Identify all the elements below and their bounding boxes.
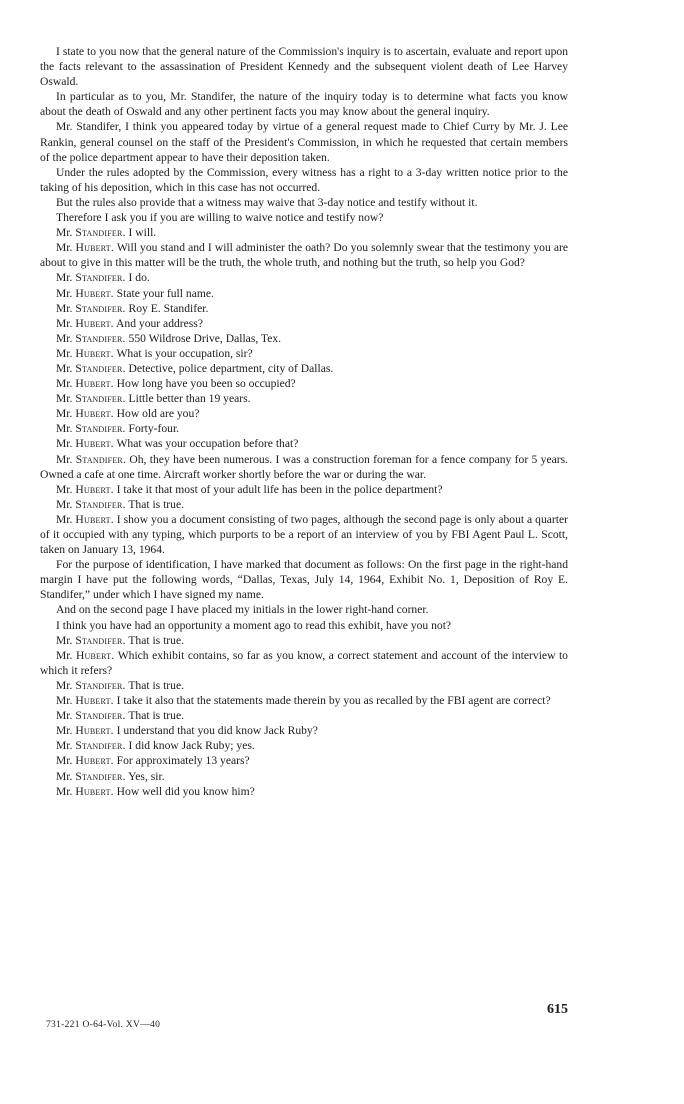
speaker-prefix: Mr.: [56, 648, 73, 662]
paragraph-text: I show you a document consisting of two pages, although the second page is only about a quarter of it occupied with any typing, which purports to be a report of an interview of you by FBI Agent Paul L. Scott, taken on January 13, 1964.: [40, 512, 568, 557]
paragraph-text: And on the second page I have placed my initials in the lower right-hand corner.: [56, 603, 429, 617]
speaker-prefix: Mr.: [56, 422, 73, 436]
statement-paragraph: [40, 44, 568, 89]
dialogue-line: [40, 769, 568, 784]
speaker-prefix: Mr.: [56, 437, 73, 451]
speaker-prefix: Mr.: [56, 286, 73, 300]
dialogue-line: [40, 784, 568, 799]
speaker-prefix: Mr.: [56, 678, 73, 692]
speaker-prefix: Mr.: [56, 739, 73, 753]
dialogue-line: [40, 512, 568, 557]
paragraph-text: I did know Jack Ruby; yes.: [128, 739, 255, 753]
speaker-name: Standifer.: [75, 422, 126, 436]
statement-paragraph: [40, 602, 568, 617]
paragraph-text: What was your occupation before that?: [116, 437, 299, 451]
paragraph-text: I take it also that the statements made therein by you as recalled by the FBI agent are correct?: [116, 694, 551, 708]
paragraph-text: I do.: [128, 271, 150, 285]
page-footer: [40, 1002, 568, 1030]
paragraph-text: But the rules also provide that a witness may waive that 3-day notice and testify without it.: [56, 195, 478, 209]
paragraph-text: And your address?: [116, 316, 203, 330]
speaker-name: Hubert.: [75, 346, 114, 360]
dialogue-line: [40, 376, 568, 391]
dialogue-line: [40, 678, 568, 693]
statement-paragraph: [40, 557, 568, 602]
speaker-prefix: Mr.: [56, 316, 73, 330]
page-number: 615: [547, 1002, 568, 1017]
paragraph-text: I think you have had an opportunity a moment ago to read this exhibit, have you not?: [56, 618, 452, 632]
paragraph-text: For the purpose of identification, I have marked that document as follows: On the first page in the right-hand margin I have put the following words, “Dallas, Texas, July 14, 1964, Exhibit No. 1, Deposition of Roy E. Standifer,” under which I have signed my name.: [40, 558, 568, 602]
speaker-prefix: Mr.: [56, 331, 73, 345]
dialogue-line: [40, 633, 568, 648]
speaker-prefix: Mr.: [56, 241, 73, 255]
dialogue-line: [40, 738, 568, 753]
paragraph-text: That is true.: [128, 709, 185, 723]
speaker-name: Hubert.: [75, 286, 114, 300]
speaker-name: Hubert.: [75, 648, 115, 662]
speaker-name: Standifer.: [75, 497, 126, 511]
speaker-prefix: Mr.: [56, 784, 73, 798]
paragraph-text: Therefore I ask you if you are willing to waive notice and testify now?: [56, 211, 384, 225]
speaker-prefix: Mr.: [56, 769, 73, 783]
dialogue-line: [40, 301, 568, 316]
print-code: 731-221 O-64-Vol. XV—40: [46, 1020, 161, 1030]
speaker-prefix: Mr.: [56, 226, 73, 240]
speaker-name: Hubert.: [75, 724, 114, 738]
dialogue-line: [40, 708, 568, 723]
dialogue-line: [40, 240, 568, 270]
speaker-prefix: Mr.: [56, 724, 73, 738]
dialogue-line: [40, 723, 568, 738]
speaker-prefix: Mr.: [56, 633, 73, 647]
paragraph-text: For approximately 13 years?: [116, 754, 250, 768]
speaker-prefix: Mr.: [56, 512, 73, 526]
speaker-prefix: Mr.: [56, 301, 73, 315]
speaker-name: Hubert.: [75, 754, 114, 768]
paragraph-text: I take it that most of your adult life has been in the police department?: [116, 482, 443, 496]
paragraph-text: How well did you know him?: [116, 784, 255, 798]
dialogue-line: [40, 286, 568, 301]
paragraph-text: In particular as to you, Mr. Standifer, the nature of the inquiry today is to determine what facts you know about the death of Oswald and any other pertinent facts you may know about the general inquiry.: [40, 90, 568, 119]
paragraph-text: Under the rules adopted by the Commission, every witness has a right to a 3-day written notice prior to the taking of his deposition, which in this case has not occurred.: [40, 165, 568, 194]
paragraph-text: That is true.: [128, 678, 185, 692]
paragraph-text: Yes, sir.: [128, 769, 165, 783]
paragraph-text: Forty-four.: [128, 422, 180, 436]
speaker-name: Hubert.: [75, 512, 114, 526]
speaker-name: Standifer.: [75, 271, 126, 285]
dialogue-line: [40, 436, 568, 451]
dialogue-line: [40, 452, 568, 482]
speaker-prefix: Mr.: [56, 452, 73, 466]
speaker-name: Hubert.: [75, 694, 114, 708]
speaker-prefix: Mr.: [56, 407, 73, 421]
statement-paragraph: [40, 89, 568, 119]
statement-paragraph: [40, 165, 568, 195]
speaker-name: Hubert.: [75, 784, 114, 798]
dialogue-line: [40, 346, 568, 361]
speaker-name: Standifer.: [75, 361, 126, 375]
statement-paragraph: [40, 618, 568, 633]
paragraph-text: That is true.: [128, 633, 185, 647]
paragraph-text: I understand that you did know Jack Ruby?: [116, 724, 318, 738]
speaker-name: Hubert.: [75, 482, 114, 496]
dialogue-line: [40, 391, 568, 406]
dialogue-line: [40, 361, 568, 376]
statement-paragraph: [40, 119, 568, 164]
paragraph-text: Mr. Standifer, I think you appeared today by virtue of a general request made to Chief Curry by Mr. J. Lee Rankin, general counsel on the staff of the President's Commission, in which he requested that certain members of the police department appear to have their deposition taken.: [40, 120, 568, 164]
speaker-name: Standifer.: [75, 769, 126, 783]
paragraph-text: Little better than 19 years.: [128, 392, 251, 406]
speaker-prefix: Mr.: [56, 361, 73, 375]
paragraph-text: 550 Wildrose Drive, Dallas, Tex.: [128, 331, 282, 345]
paragraph-text: What is your occupation, sir?: [116, 346, 253, 360]
dialogue-line: [40, 225, 568, 240]
paragraph-text: Which exhibit contains, so far as you know, a correct statement and account of the interview to which it refers?: [40, 648, 568, 677]
paragraph-text: That is true.: [128, 497, 185, 511]
statement-paragraph: [40, 210, 568, 225]
dialogue-line: [40, 482, 568, 497]
speaker-name: Hubert.: [75, 316, 114, 330]
speaker-name: Hubert.: [75, 407, 114, 421]
speaker-name: Standifer.: [75, 226, 126, 240]
dialogue-line: [40, 421, 568, 436]
speaker-name: Standifer.: [75, 392, 126, 406]
paragraph-text: I will.: [128, 226, 157, 240]
dialogue-line: [40, 316, 568, 331]
speaker-prefix: Mr.: [56, 694, 73, 708]
paragraph-text: State your full name.: [116, 286, 214, 300]
dialogue-line: [40, 497, 568, 512]
speaker-prefix: Mr.: [56, 709, 73, 723]
paragraph-text: Detective, police department, city of Dallas.: [128, 361, 334, 375]
speaker-prefix: Mr.: [56, 482, 73, 496]
speaker-prefix: Mr.: [56, 497, 73, 511]
paragraph-text: How old are you?: [116, 407, 200, 421]
speaker-prefix: Mr.: [56, 346, 73, 360]
paragraph-text: How long have you been so occupied?: [116, 377, 296, 391]
paragraph-text: Will you stand and I will administer the oath? Do you solemnly swear that the testimony you are about to give in this matter will be the truth, the whole truth, and nothing but the truth, so help you God?: [40, 241, 568, 270]
speaker-name: Standifer.: [75, 633, 126, 647]
speaker-name: Standifer.: [75, 739, 126, 753]
speaker-name: Standifer.: [75, 301, 126, 315]
dialogue-line: [40, 693, 568, 708]
dialogue-line: [40, 331, 568, 346]
paragraph-text: Oh, they have been numerous. I was a construction foreman for a fence company for 5 years. Owned a cafe at one time. Aircraft worker shortly before the war or during the war.: [40, 452, 569, 481]
speaker-name: Standifer.: [75, 709, 126, 723]
speaker-prefix: Mr.: [56, 271, 73, 285]
dialogue-line: [40, 648, 568, 678]
speaker-prefix: Mr.: [56, 377, 73, 391]
dialogue-line: [40, 270, 568, 285]
speaker-name: Hubert.: [75, 241, 114, 255]
speaker-prefix: Mr.: [56, 392, 73, 406]
speaker-name: Hubert.: [75, 437, 114, 451]
testimony-body: [40, 44, 568, 799]
speaker-name: Standifer.: [75, 452, 127, 466]
speaker-name: Standifer.: [75, 331, 126, 345]
speaker-name: Hubert.: [75, 377, 114, 391]
speaker-name: Standifer.: [75, 678, 126, 692]
speaker-prefix: Mr.: [56, 754, 73, 768]
dialogue-line: [40, 753, 568, 768]
statement-paragraph: [40, 195, 568, 210]
dialogue-line: [40, 406, 568, 421]
paragraph-text: I state to you now that the general nature of the Commission's inquiry is to ascertain, evaluate and report upon the facts relevant to the assassination of President Kennedy and the subsequent violent death of Lee Harvey Oswald.: [40, 45, 568, 89]
paragraph-text: Roy E. Standifer.: [128, 301, 209, 315]
